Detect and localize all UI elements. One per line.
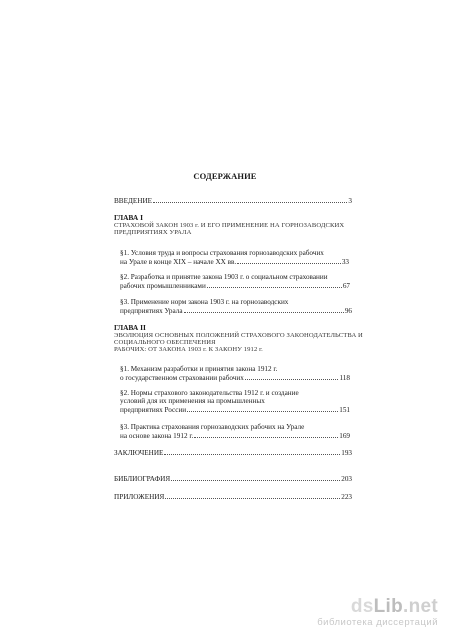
watermark-logo-part: Lib [373, 596, 404, 617]
toc-section-line: §1. Условия труда и вопросы страхования горнозаводских рабочих [120, 249, 324, 257]
dot-leader [245, 379, 339, 380]
toc-section-line: §3. Применение норм закона 1903 г. на горнозаводских [120, 298, 289, 306]
toc-entry-page: 3 [348, 197, 352, 205]
toc-entry-bibliography[interactable] [114, 475, 352, 483]
toc-section-line: §1. Механизм разработки и принятия закона 1912 г. [120, 365, 278, 373]
toc-section-line: рабочих промышленниками [120, 282, 206, 290]
toc-entry-page: 33 [341, 258, 349, 266]
dot-leader [207, 287, 342, 288]
watermark-logo-part: .net [403, 596, 438, 617]
toc-entry-label: ПРИЛОЖЕНИЯ [114, 493, 165, 501]
page-title: СОДЕРЖАНИЕ [193, 171, 257, 181]
toc-section-2-3[interactable] [120, 432, 350, 440]
toc-section-2-2[interactable] [120, 406, 350, 414]
toc-entry-appendix[interactable] [114, 493, 352, 501]
dot-leader [164, 454, 340, 455]
toc-section-1-1[interactable] [120, 258, 349, 266]
toc-section-line: §2. Разработка и принятие закона 1903 г. о социальном страховании [120, 273, 328, 281]
toc-section-line: §3. Практика страхования горнозаводских рабочих на Урале [120, 423, 305, 431]
toc-entry-page: 96 [344, 307, 352, 315]
chapter-2-subtitle: РАБОЧИХ: ОТ ЗАКОНА 1903 г. К ЗАКОНУ 1912 г. [114, 346, 263, 353]
chapter-2-subtitle: СОЦИАЛЬНОГО ОБЕСПЕЧЕНИЯ [114, 339, 216, 346]
site-watermark [317, 597, 438, 628]
watermark-logo [317, 597, 438, 617]
watermark-logo-part: ds [350, 596, 374, 617]
toc-entry-page: 151 [339, 406, 350, 414]
toc-entry-page: 67 [342, 282, 350, 290]
toc-section-line: §2. Нормы страхового законодательства 1912 г. и создание [120, 389, 299, 397]
toc-entry-page: 203 [341, 475, 352, 483]
toc-entry-intro[interactable] [114, 197, 352, 205]
toc-section-line: на Урале в конце XIX – начале XX вв. [120, 258, 237, 266]
toc-section-line: на основе закона 1912 г. [120, 432, 194, 440]
dot-leader [184, 312, 344, 313]
watermark-subtitle: библиотека диссертаций [317, 617, 438, 628]
toc-section-1-2[interactable] [120, 282, 350, 290]
dot-leader [194, 437, 338, 438]
toc-section-2-1[interactable] [120, 374, 350, 382]
dot-leader [165, 498, 340, 499]
toc-section-line: условий для их применения на промышленных [120, 397, 265, 405]
dot-leader [187, 411, 338, 412]
chapter-2-heading: ГЛАВА II [114, 323, 146, 332]
chapter-1-subtitle: СТРАХОВОЙ ЗАКОН 1903 г. И ЕГО ПРИМЕНЕНИЕ НА ГОРНОЗАВОДСКИХ [114, 222, 345, 229]
toc-entry-page: 118 [339, 374, 350, 382]
chapter-1-heading: ГЛАВА I [114, 213, 143, 222]
toc-entry-page: 193 [341, 449, 352, 457]
toc-entry-label: ВВЕДЕНИЕ [114, 197, 153, 205]
toc-entry-label: ЗАКЛЮЧЕНИЕ [114, 449, 164, 457]
dot-leader [237, 263, 341, 264]
toc-entry-label: БИБЛИОГРАФИЯ [114, 475, 171, 483]
toc-entry-page: 169 [339, 432, 350, 440]
chapter-2-subtitle: ЭВОЛЮЦИЯ ОСНОВНЫХ ПОЛОЖЕНИЙ СТРАХОВОГО ЗАКОНОДАТЕЛЬСТВА И [114, 332, 363, 339]
toc-entry-page: 223 [341, 493, 352, 501]
dot-leader [171, 480, 340, 481]
toc-section-line: о государственном страховании рабочих [120, 374, 244, 382]
toc-entry-conclusion[interactable] [114, 449, 352, 457]
chapter-1-subtitle: ПРЕДПРИЯТИЯХ УРАЛА [114, 229, 192, 236]
toc-section-line: предприятиях Урала [120, 307, 183, 315]
dot-leader [153, 202, 347, 203]
toc-section-1-3[interactable] [120, 307, 352, 315]
toc-section-line: предприятиях России [120, 406, 187, 414]
